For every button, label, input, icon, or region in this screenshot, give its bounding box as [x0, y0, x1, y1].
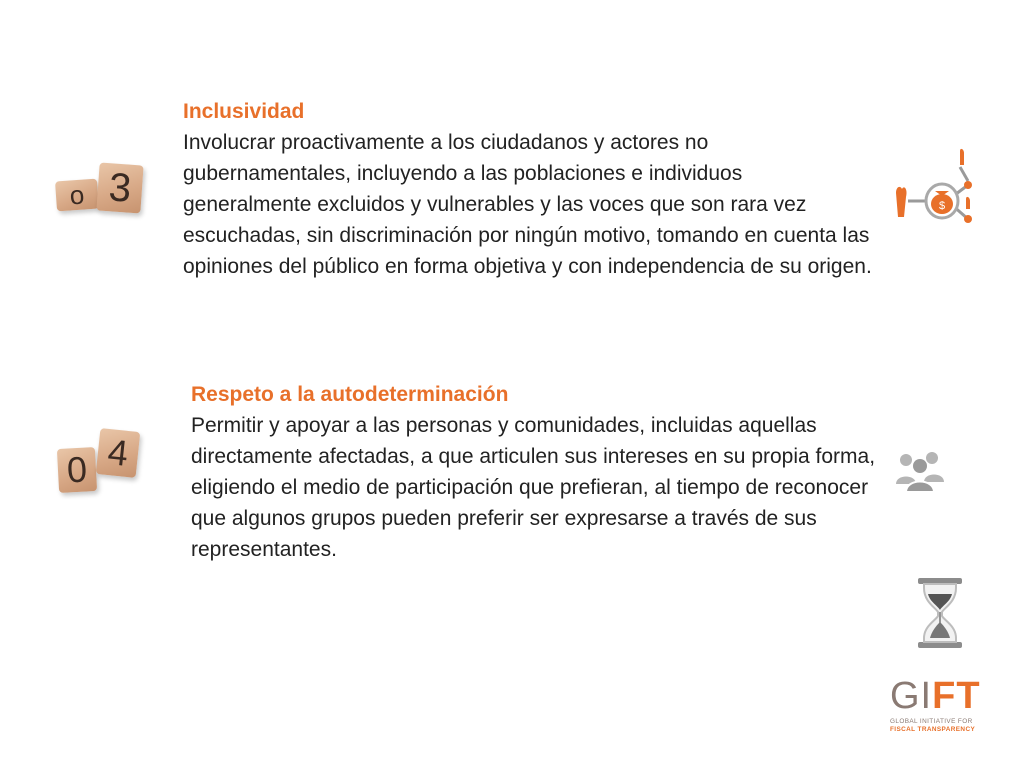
- number-blocks-03: [52, 160, 148, 220]
- gift-logo: [890, 676, 990, 740]
- block-digit: 3: [107, 165, 133, 211]
- wood-block: [96, 163, 143, 214]
- block-digit: o: [68, 179, 86, 211]
- section-heading: Inclusividad: [183, 100, 305, 123]
- section-heading: Respeto a la autodeterminación: [191, 383, 509, 406]
- logo-line2: FISCAL TRANSPARENCY: [890, 726, 976, 733]
- section-autodeterminacion: [191, 379, 881, 565]
- section-inclusividad: [183, 96, 873, 282]
- logo-wordmark: [890, 676, 990, 716]
- logo-line1: GLOBAL INITIATIVE FOR: [890, 718, 973, 725]
- number-blocks-04: [54, 426, 150, 498]
- wood-block: [96, 428, 141, 478]
- block-digit: 4: [105, 431, 131, 474]
- hourglass-icon: [910, 574, 970, 654]
- logo-gi: GI: [890, 675, 933, 717]
- money-bag-network-icon: [880, 145, 980, 230]
- people-group-icon: [892, 448, 948, 496]
- section-body: Involucrar proactivamente a los ciudadanos y actores no gubernamentales, incluyendo a las poblaciones e individuos generalmente excluidos y vulnerables y las voces que son rara vez escuchadas, sin discriminación por ningún motivo, tomando en cuenta las opiniones del público en forma objetiva y con independencia de su origen.: [183, 131, 872, 278]
- svg-text:$: $: [938, 200, 946, 212]
- wood-block: [57, 447, 97, 493]
- logo-ft: FT: [932, 675, 981, 717]
- wood-block: [55, 179, 99, 212]
- block-digit: 0: [65, 448, 89, 491]
- section-body: Permitir y apoyar a las personas y comunidades, incluidas aquellas directamente afectadas, a que articulen sus intereses en su propia forma, eligiendo el medio de participación que prefieran, al tiempo de reconocer que algunos grupos pueden preferir ser expresarse a través de sus representantes.: [191, 414, 876, 561]
